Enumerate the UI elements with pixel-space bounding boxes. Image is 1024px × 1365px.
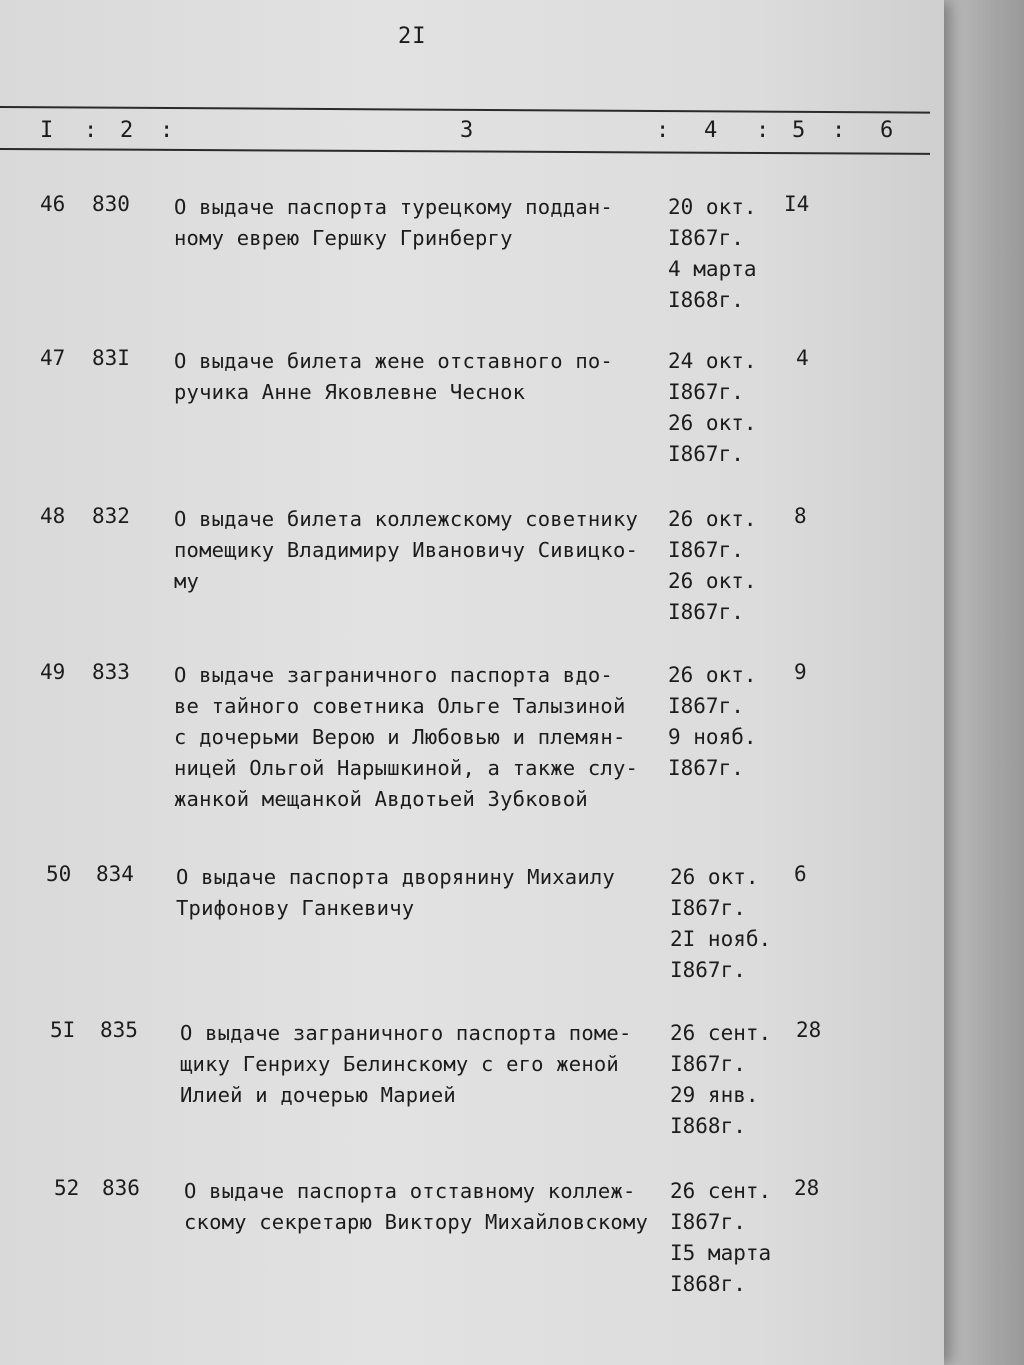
case-title-line: О выдаче заграничного паспорта вдо- — [174, 663, 613, 687]
start-year: I867г. — [668, 538, 744, 562]
header-separator: : — [832, 118, 846, 143]
case-number: 836 — [102, 1176, 140, 1200]
case-title — [184, 1176, 648, 1238]
start-day: 26 окт. — [670, 865, 759, 889]
end-year: I868г. — [670, 1114, 746, 1138]
start-year: I867г. — [668, 694, 744, 718]
end-year: I868г. — [670, 1272, 746, 1296]
end-year: I867г. — [670, 958, 746, 982]
case-number: 830 — [92, 192, 130, 216]
case-title — [174, 346, 613, 408]
header-col-2: 2 — [120, 118, 134, 143]
sheet-count: I4 — [784, 192, 810, 216]
case-dates — [670, 1018, 771, 1142]
start-year: I867г. — [670, 1052, 746, 1076]
case-number: 83I — [92, 346, 130, 370]
sheet-count: 8 — [794, 504, 807, 528]
case-dates — [670, 862, 771, 986]
start-day: 26 окт. — [668, 663, 757, 687]
case-title-line: О выдаче паспорта турецкому поддан- — [174, 195, 613, 219]
case-title-line: ницей Ольгой Нарышкиной, а также слу- — [174, 756, 639, 780]
case-title-line: му — [174, 569, 200, 593]
sheet-count: 6 — [794, 862, 807, 886]
page-number: 2I — [398, 24, 427, 49]
case-title-line: О выдаче паспорта отставному коллеж- — [184, 1179, 636, 1203]
case-dates — [668, 346, 757, 470]
case-title-line: с дочерьми Верою и Любовью и племян- — [174, 725, 626, 749]
start-year: I867г. — [668, 226, 744, 250]
header-separator: : — [84, 118, 98, 143]
case-title-line: Трифонову Ганкевичу — [176, 896, 415, 920]
start-day: 20 окт. — [668, 195, 757, 219]
case-number: 834 — [96, 862, 134, 886]
start-day: 26 окт. — [668, 507, 757, 531]
row-number: 48 — [40, 504, 66, 528]
sheet-count: 4 — [796, 346, 809, 370]
header-col-3: 3 — [460, 118, 474, 143]
sheet-count: 28 — [794, 1176, 820, 1200]
case-title-line: ве тайного советника Ольге Талызиной — [174, 694, 626, 718]
page-edge-background — [944, 0, 1024, 1365]
start-day: 26 сент. — [670, 1021, 772, 1045]
case-dates — [670, 1176, 771, 1300]
case-number: 835 — [100, 1018, 138, 1042]
case-title-line: ному еврею Гершку Гринбергу — [174, 226, 513, 250]
case-title-line: О выдаче паспорта дворянину Михаилу — [176, 865, 615, 889]
end-year: I868г. — [668, 288, 744, 312]
case-title-line: жанкой мещанкой Авдотьей Зубковой — [174, 787, 588, 811]
start-year: I867г. — [668, 380, 744, 404]
sheet-count: 9 — [794, 660, 807, 684]
case-title-line: Илией и дочерью Марией — [180, 1083, 456, 1107]
row-number: 52 — [54, 1176, 80, 1200]
start-day: 24 окт. — [668, 349, 757, 373]
case-title-line: О выдаче заграничного паспорта поме- — [180, 1021, 632, 1045]
case-title — [174, 192, 613, 254]
case-title-line: помещику Владимиру Ивановичу Сивицко- — [174, 538, 639, 562]
end-year: I867г. — [668, 442, 744, 466]
end-day: 29 янв. — [670, 1083, 759, 1107]
end-year: I867г. — [668, 600, 744, 624]
row-number: 50 — [46, 862, 72, 886]
case-title — [176, 862, 615, 924]
case-title — [174, 504, 638, 597]
case-title-line: О выдаче билета коллежскому советнику — [174, 507, 639, 531]
case-title-line: скому секретарю Виктору Михайловскому — [184, 1210, 649, 1234]
case-number: 833 — [92, 660, 130, 684]
end-day: 9 нояб. — [668, 725, 757, 749]
case-title-line: ручика Анне Яковлевне Чеснок — [174, 380, 526, 404]
start-year: I867г. — [670, 1210, 746, 1234]
header-bottom-rule — [0, 148, 930, 155]
case-dates — [668, 504, 757, 628]
case-title-line: щику Генриху Белинскому с его женой — [180, 1052, 619, 1076]
header-col-4: 4 — [704, 118, 718, 143]
case-dates — [668, 660, 757, 784]
header-separator: : — [756, 118, 770, 143]
end-day: 4 марта — [668, 257, 757, 281]
end-day: 26 окт. — [668, 569, 757, 593]
case-title-line: О выдаче билета жене отставного по- — [174, 349, 613, 373]
header-col-5: 5 — [792, 118, 806, 143]
end-day: I5 марта — [670, 1241, 772, 1265]
case-dates — [668, 192, 757, 316]
header-separator: : — [656, 118, 670, 143]
end-day: 26 окт. — [668, 411, 757, 435]
header-col-1: I — [40, 118, 54, 143]
row-number: 5I — [50, 1018, 76, 1042]
row-number: 47 — [40, 346, 66, 370]
row-number: 46 — [40, 192, 66, 216]
case-number: 832 — [92, 504, 130, 528]
case-title — [180, 1018, 632, 1111]
header-col-6: 6 — [880, 118, 894, 143]
header-top-rule — [0, 106, 930, 114]
start-year: I867г. — [670, 896, 746, 920]
start-day: 26 сент. — [670, 1179, 772, 1203]
header-separator: : — [160, 118, 174, 143]
case-title — [174, 660, 638, 815]
end-day: 2I нояб. — [670, 927, 772, 951]
sheet-count: 28 — [796, 1018, 822, 1042]
row-number: 49 — [40, 660, 66, 684]
end-year: I867г. — [668, 756, 744, 780]
